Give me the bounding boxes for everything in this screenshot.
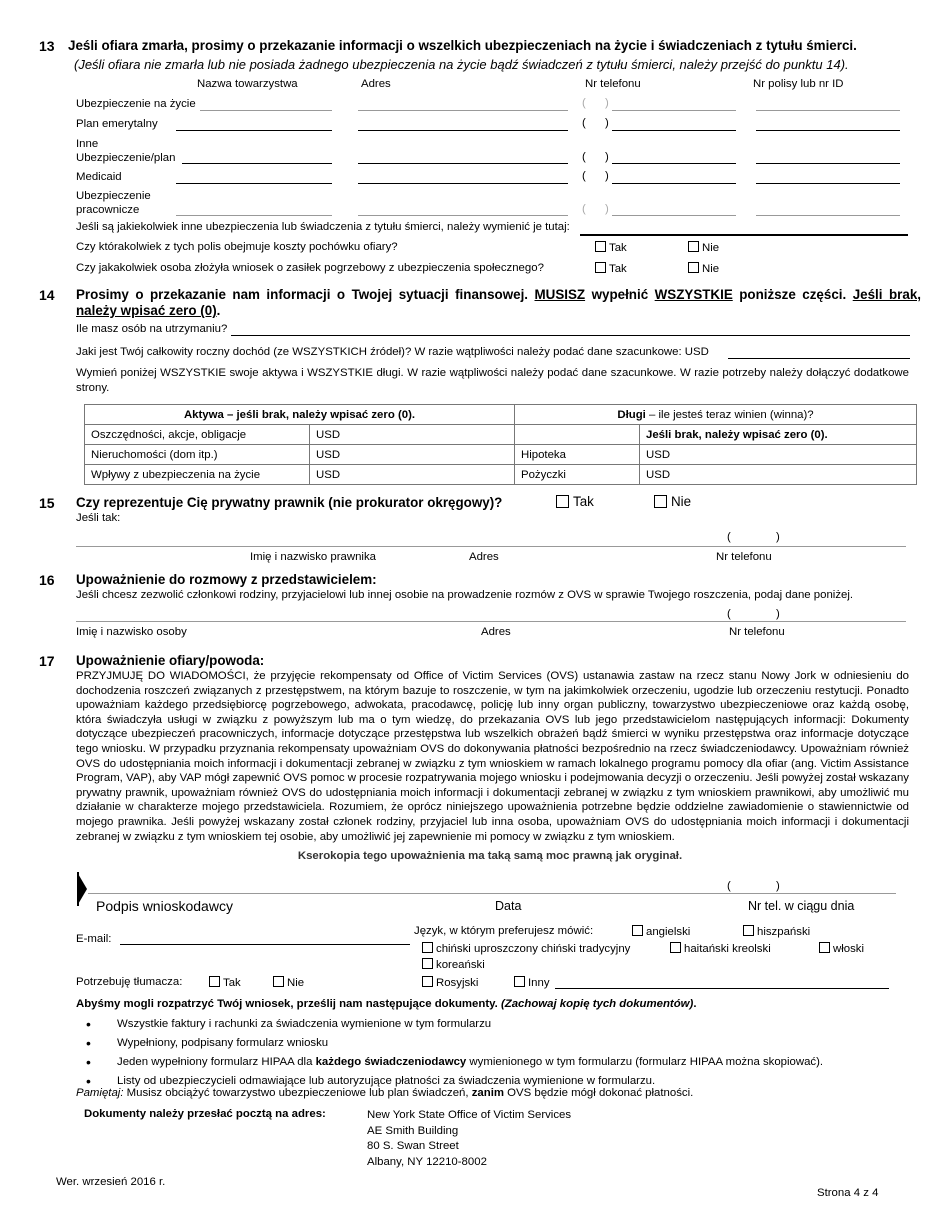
remember-italic: Pamiętaj: xyxy=(76,1087,124,1099)
life-policy-field[interactable] xyxy=(756,110,900,111)
employee-phone-open-paren: ( xyxy=(582,203,586,215)
section-16-title: Upoważnienie do rozmowy z przedstawicielem: xyxy=(76,572,377,587)
lang-english-label: angielski xyxy=(646,926,691,938)
documents-intro-dot: . xyxy=(693,998,697,1010)
debts-header xyxy=(515,405,917,425)
col-company-header: Nazwa towarzystwa xyxy=(197,78,298,90)
lang-chinese-checkbox[interactable] xyxy=(422,942,630,955)
representative-info-field[interactable] xyxy=(76,621,906,622)
asset-value[interactable]: USD xyxy=(310,465,515,485)
life-phone-field[interactable] xyxy=(612,110,736,111)
interpreter-label: Potrzebuję tłumacza: xyxy=(76,976,183,988)
lawyer-phone-open-paren: ( xyxy=(727,531,731,543)
rep-phone-open-paren: ( xyxy=(727,608,731,620)
burial-yes-checkbox[interactable] xyxy=(595,241,627,254)
lang-english-checkbox[interactable] xyxy=(632,925,690,938)
s14-title-part-b: wypełnić xyxy=(585,287,655,302)
life-phone-close-paren: ) xyxy=(605,97,609,109)
address-line: Albany, NY 12210-8002 xyxy=(367,1155,487,1168)
other-phone-open-paren: ( xyxy=(582,151,586,163)
ssa-no-label: Nie xyxy=(702,263,720,275)
signature-field[interactable] xyxy=(88,893,896,894)
medicaid-policy-field[interactable] xyxy=(756,183,900,184)
employee-company-field[interactable] xyxy=(176,215,332,216)
col-address-header: Adres xyxy=(361,78,391,90)
burial-no-checkbox[interactable] xyxy=(688,241,719,254)
dependents-label: Ile masz osób na utrzymaniu? xyxy=(76,323,228,335)
documents-list xyxy=(76,1015,936,1091)
lang-chinese-label: chiński uproszczony chiński tradycyjny xyxy=(436,943,631,955)
pension-phone-close-paren: ) xyxy=(605,117,609,129)
debts-zero-note: Jeśli brak, należy wpisać zero (0). xyxy=(640,425,917,445)
section-13-subtitle: (Jeśli ofiara nie zmarła lub nie posiada żadnego ubezpieczenia na życie bądź świadczeń z tytułu śmierci, należy przejść do punktu 14). xyxy=(74,57,849,72)
section-17-title: Upoważnienie ofiary/powoda: xyxy=(76,653,265,668)
section-13-title: Jeśli ofiara zmarła, prosimy o przekazanie informacji o wszelkich ubezpieczeniach na życie i świadczeniach z tytułu śmierci. xyxy=(68,38,857,53)
debts-header-bold: Długi xyxy=(617,408,646,421)
row-label-other: Inne xyxy=(76,138,99,150)
section-15-number: 15 xyxy=(39,495,55,511)
employee-phone-close-paren: ) xyxy=(605,203,609,215)
rep-phone-label: Nr telefonu xyxy=(729,626,785,638)
interpreter-no-label: Nie xyxy=(287,977,305,989)
debts-header-rest: – ile jesteś teraz winien (winna)? xyxy=(645,408,814,421)
address-line: AE Smith Building xyxy=(367,1124,459,1137)
employee-address-field[interactable] xyxy=(358,215,568,216)
mail-label: Dokumenty należy przesłać pocztą na adres: xyxy=(84,1108,326,1120)
medicaid-phone-field[interactable] xyxy=(612,183,736,184)
row-label-employee: Ubezpieczenie xyxy=(76,190,151,202)
col-phone-header: Nr telefonu xyxy=(585,78,641,90)
other-insurance-field[interactable] xyxy=(580,234,908,236)
section-14-title xyxy=(76,287,921,319)
burial-question: Czy którakolwiek z tych polis obejmuje koszty pochówku ofiary? xyxy=(76,241,398,253)
medicaid-company-field[interactable] xyxy=(176,183,332,184)
lang-korean-label: koreański xyxy=(436,959,485,971)
other-company-field[interactable] xyxy=(182,163,332,164)
employee-policy-field[interactable] xyxy=(756,215,900,216)
lawyer-yes-label: Tak xyxy=(573,494,594,509)
other-policy-field[interactable] xyxy=(756,163,900,164)
s14-title-zero: Jeśli brak, należy wpisać zero (0) xyxy=(76,287,921,318)
hipaa-part-b: wymienionego w tym formularzu (formularz HIPAA można skopiować). xyxy=(466,1056,824,1068)
debt-value[interactable]: USD xyxy=(640,465,917,485)
s14-title-must: MUSISZ xyxy=(534,287,586,302)
table-row xyxy=(85,425,917,445)
life-address-field[interactable] xyxy=(358,110,568,111)
row-label-medicaid: Medicaid xyxy=(76,171,122,183)
pension-phone-field[interactable] xyxy=(612,130,736,131)
mailing-address xyxy=(367,1108,571,1170)
hipaa-part-a: Jeden wypełniony formularz HIPAA dla xyxy=(117,1056,316,1068)
signature-arrow-bar xyxy=(77,872,79,906)
table-row xyxy=(85,445,917,465)
documents-intro xyxy=(76,998,697,1010)
address-line: 80 S. Swan Street xyxy=(367,1140,459,1152)
lawyer-no-checkbox[interactable] xyxy=(654,494,691,509)
medicaid-phone-close-paren: ) xyxy=(605,170,609,182)
debt-value[interactable]: USD xyxy=(640,445,917,465)
rep-address-label: Adres xyxy=(481,626,511,638)
ssa-no-checkbox[interactable] xyxy=(688,262,719,275)
lawyer-address-label: Adres xyxy=(469,551,499,563)
table-row xyxy=(85,465,917,485)
signature-label: Podpis wnioskodawcy xyxy=(96,898,233,914)
debt-label: Pożyczki xyxy=(515,465,640,485)
dependents-field[interactable] xyxy=(231,335,910,336)
burial-yes-label: Tak xyxy=(609,242,627,254)
lawyer-phone-close-paren: ) xyxy=(776,531,780,543)
lang-other-checkbox[interactable] xyxy=(514,976,550,989)
language-prompt: Język, w którym preferujesz mówić: xyxy=(414,925,594,937)
s14-title-part-c: poniższe części. xyxy=(732,287,853,302)
remember-part-a: Musisz obciążyć towarzystwo ubezpieczeniowe lub plan świadczeń, xyxy=(123,1087,472,1099)
if-yes-label: Jeśli tak: xyxy=(76,512,121,524)
list-item xyxy=(76,1053,936,1072)
page-number: Strona 4 z 4 xyxy=(817,1187,879,1199)
list-item: • Listy od ubezpieczycieli odmawiające lub autoryzujące płatności za świadczenia wymienione w formularzu. xyxy=(76,1072,936,1091)
col-policy-header: Nr polisy lub nr ID xyxy=(753,78,844,90)
lang-other-label: Inny xyxy=(528,977,550,989)
email-label: E-mail: xyxy=(76,933,112,945)
income-label: Jaki jest Twój całkowity roczny dochód (ze WSZYSTKICH źródeł)? W razie wątpliwości należy podać dane szacunkowe: USD xyxy=(76,346,709,358)
interpreter-yes-checkbox[interactable] xyxy=(209,976,241,989)
lang-korean-checkbox[interactable] xyxy=(422,958,485,971)
remember-note xyxy=(76,1087,693,1099)
lang-italian-label: włoski xyxy=(833,943,865,955)
lang-spanish-checkbox[interactable] xyxy=(743,925,810,938)
section-16-number: 16 xyxy=(39,572,55,588)
dayphone-open-paren: ( xyxy=(727,880,731,892)
lang-spanish-label: hiszpański xyxy=(757,926,811,938)
pension-policy-field[interactable] xyxy=(756,130,900,131)
section-13-number: 13 xyxy=(39,38,55,54)
documents-intro-italic: (Zachowaj kopię tych dokumentów) xyxy=(500,998,694,1010)
income-field[interactable] xyxy=(728,358,910,359)
list-item: • Wszystkie faktury i rachunki za świadczenia wymienione w tym formularzu xyxy=(76,1015,936,1034)
section-17-number: 17 xyxy=(39,653,55,669)
email-field[interactable] xyxy=(120,944,410,945)
lawyer-info-field[interactable] xyxy=(76,546,906,547)
remember-part-b: OVS będzie mógł dokonać płatności. xyxy=(503,1087,694,1099)
other-phone-close-paren: ) xyxy=(605,151,609,163)
assets-header: Aktywa – jeśli brak, należy wpisać zero (0). xyxy=(85,405,515,425)
lang-haitian-label: haitański kreolski xyxy=(684,943,771,955)
list-item: • Wypełniony, podpisany formularz wniosku xyxy=(76,1034,936,1053)
lang-other-field[interactable] xyxy=(555,988,889,989)
row-label-employee-2: pracownicze xyxy=(76,204,140,216)
s14-title-all: WSZYSTKIE xyxy=(654,287,733,302)
row-label-pension: Plan emerytalny xyxy=(76,118,158,130)
date-label: Data xyxy=(495,899,522,913)
lawyer-name-label: Imię i nazwisko prawnika xyxy=(250,551,376,563)
lawyer-phone-label: Nr telefonu xyxy=(716,551,772,563)
life-phone-open-paren: ( xyxy=(582,97,586,109)
section-15-title: Czy reprezentuje Cię prywatny prawnik (nie prokurator okręgowy)? xyxy=(76,495,503,510)
assets-debts-table xyxy=(84,404,917,485)
hipaa-bold: każdego świadczeniodawcy xyxy=(315,1056,467,1068)
debt-label: Hipoteka xyxy=(515,445,640,465)
authorization-body: PRZYJMUJĘ DO WIADOMOŚCI, że przyjęcie rekompensaty od Office of Victim Services (OVS) ustanawia zastaw na rzecz stanu Nowy Jork w odniesieniu do dochodzenia roszczeń związanych z przestępstwem, na którym bazuje to roszczenie, w tym na jakimkolwiek orzeczeniu, ugodzie lub orzeczeniu restytucji. Ponadto upoważniam każdego przedsiębiorcę pogrzebowego, adwokata, pracodawcę, policję lub inny organ publiczny, towarzystwo ubezpieczeniowe oraz każdą osobę, która świadczyła usługi w związku z powyższym lub ma o tym wiedzę, do przekazania OVS lub jego przedstawicielom następujących informacji: Dokumenty dotyczące ubezpieczeń pracowniczych, informacje dotyczące przestępstwa lub wszelkich obrażeń bądź śmierci w wyniku przestępstwa oraz informacje dotyczące tego wniosku. W przypadku przyznania rekompensaty upoważniam OVS do dokonywania płatności bezpośrednio na rzecz świadczeniodawcy. Upoważniam również OVS do udostępniania moich informacji i dokumentacji zebranej w związku z tym wnioskiem w ramach lokalnego programu pomocy dla ofiar (ang. Victim Assistance Program, VAP), aby VAP mógł zapewnić OVS pomoc w procesie rozpatrywania mojego wniosku i podejmowania decyzji o orzeczeniu. Jeśli powyżej został wskazany prywatny prawnik, upoważniam również OVS do udostępniania moich informacji i dokumentacji zebranej w związku z tym wnioskiem prawnikowi, aby umożliwić mu działanie w charakterze mojego przedstawiciela. Rozumiem, że oprócz niniejszego upoważnienia potrzebne będzie oddzielne zawiadomienie o stawiennictwie od mojego prawnika. Jeśli powyżej wskazany został członek rodziny, przyjaciel lub inna osoba, upoważniam OVS do udostępniania moich informacji i dokumentacji zebranej w związku z tym wnioskiem tej osobie, aby umożliwić jej zapewnienie mi pomocy w związku z tym wnioskiem. xyxy=(76,670,909,843)
lawyer-no-label: Nie xyxy=(671,494,692,509)
lawyer-yes-checkbox[interactable] xyxy=(556,494,594,509)
life-company-field[interactable] xyxy=(200,110,332,111)
asset-value[interactable]: USD xyxy=(310,445,515,465)
ssa-question: Czy jakakolwiek osoba złożyła wniosek o zasiłek pogrzebowy z ubezpieczenia społecznego? xyxy=(76,262,544,274)
dayphone-label: Nr tel. w ciągu dnia xyxy=(748,899,855,913)
asset-value[interactable]: USD xyxy=(310,425,515,445)
other-address-field[interactable] xyxy=(358,163,568,164)
pension-company-field[interactable] xyxy=(176,130,332,131)
documents-intro-bold: Abyśmy mogli rozpatrzyć Twój wniosek, prześlij nam następujące dokumenty. xyxy=(76,998,501,1010)
asset-label: Oszczędności, akcje, obligacje xyxy=(85,425,310,445)
row-label-life: Ubezpieczenie na życie xyxy=(76,98,196,110)
address-line: New York State Office of Victim Services xyxy=(367,1109,572,1121)
other-phone-field[interactable] xyxy=(612,163,736,164)
employee-phone-field[interactable] xyxy=(612,215,736,216)
interpreter-yes-label: Tak xyxy=(223,977,241,989)
rep-phone-close-paren: ) xyxy=(776,608,780,620)
lang-russian-checkbox[interactable] xyxy=(422,976,478,989)
s14-title-dot: . xyxy=(216,303,221,318)
asset-label: Nieruchomości (dom itp.) xyxy=(85,445,310,465)
pension-phone-open-paren: ( xyxy=(582,117,586,129)
lang-italian-checkbox[interactable] xyxy=(819,942,864,955)
row-label-other-plan: Ubezpieczenie/plan xyxy=(76,152,176,164)
remember-bold: zanim xyxy=(471,1087,504,1099)
section-16-text: Jeśli chcesz zezwolić członkowi rodziny, przyjacielowi lub innej osobie na prowadzenie rozmów z OVS w sprawie Twojego roszczenia, podaj dane poniżej. xyxy=(76,589,854,601)
lang-haitian-checkbox[interactable] xyxy=(670,942,771,955)
ssa-yes-label: Tak xyxy=(609,263,627,275)
other-insurance-text: Jeśli są jakiekolwiek inne ubezpieczenia lub świadczenia z tytułu śmierci, należy wymienić je tutaj: xyxy=(76,221,570,233)
medicaid-address-field[interactable] xyxy=(358,183,568,184)
s14-title-part-a: Prosimy o przekazanie nam informacji o Twojej sytuacji finansowej. xyxy=(76,287,535,302)
rep-name-label: Imię i nazwisko osoby xyxy=(76,626,187,638)
assets-instructions: Wymień poniżej WSZYSTKIE swoje aktywa i WSZYSTKIE długi. W razie wątpliwości należy podać dane szacunkowe. W razie potrzeby należy dołączyć dodatkowe strony. xyxy=(76,367,909,394)
dayphone-close-paren: ) xyxy=(776,880,780,892)
copy-note: Kserokopia tego upoważnienia ma taką samą moc prawną jak oryginał. xyxy=(297,850,683,862)
section-14-number: 14 xyxy=(39,287,55,303)
ssa-yes-checkbox[interactable] xyxy=(595,262,627,275)
medicaid-phone-open-paren: ( xyxy=(582,170,586,182)
lang-russian-label: Rosyjski xyxy=(436,977,479,989)
debt-label-empty xyxy=(515,425,640,445)
interpreter-no-checkbox[interactable] xyxy=(273,976,304,989)
asset-label: Wpływy z ubezpieczenia na życie xyxy=(85,465,310,485)
version-footer: Wer. wrzesień 2016 r. xyxy=(56,1176,166,1188)
pension-address-field[interactable] xyxy=(358,130,568,131)
burial-no-label: Nie xyxy=(702,242,720,254)
